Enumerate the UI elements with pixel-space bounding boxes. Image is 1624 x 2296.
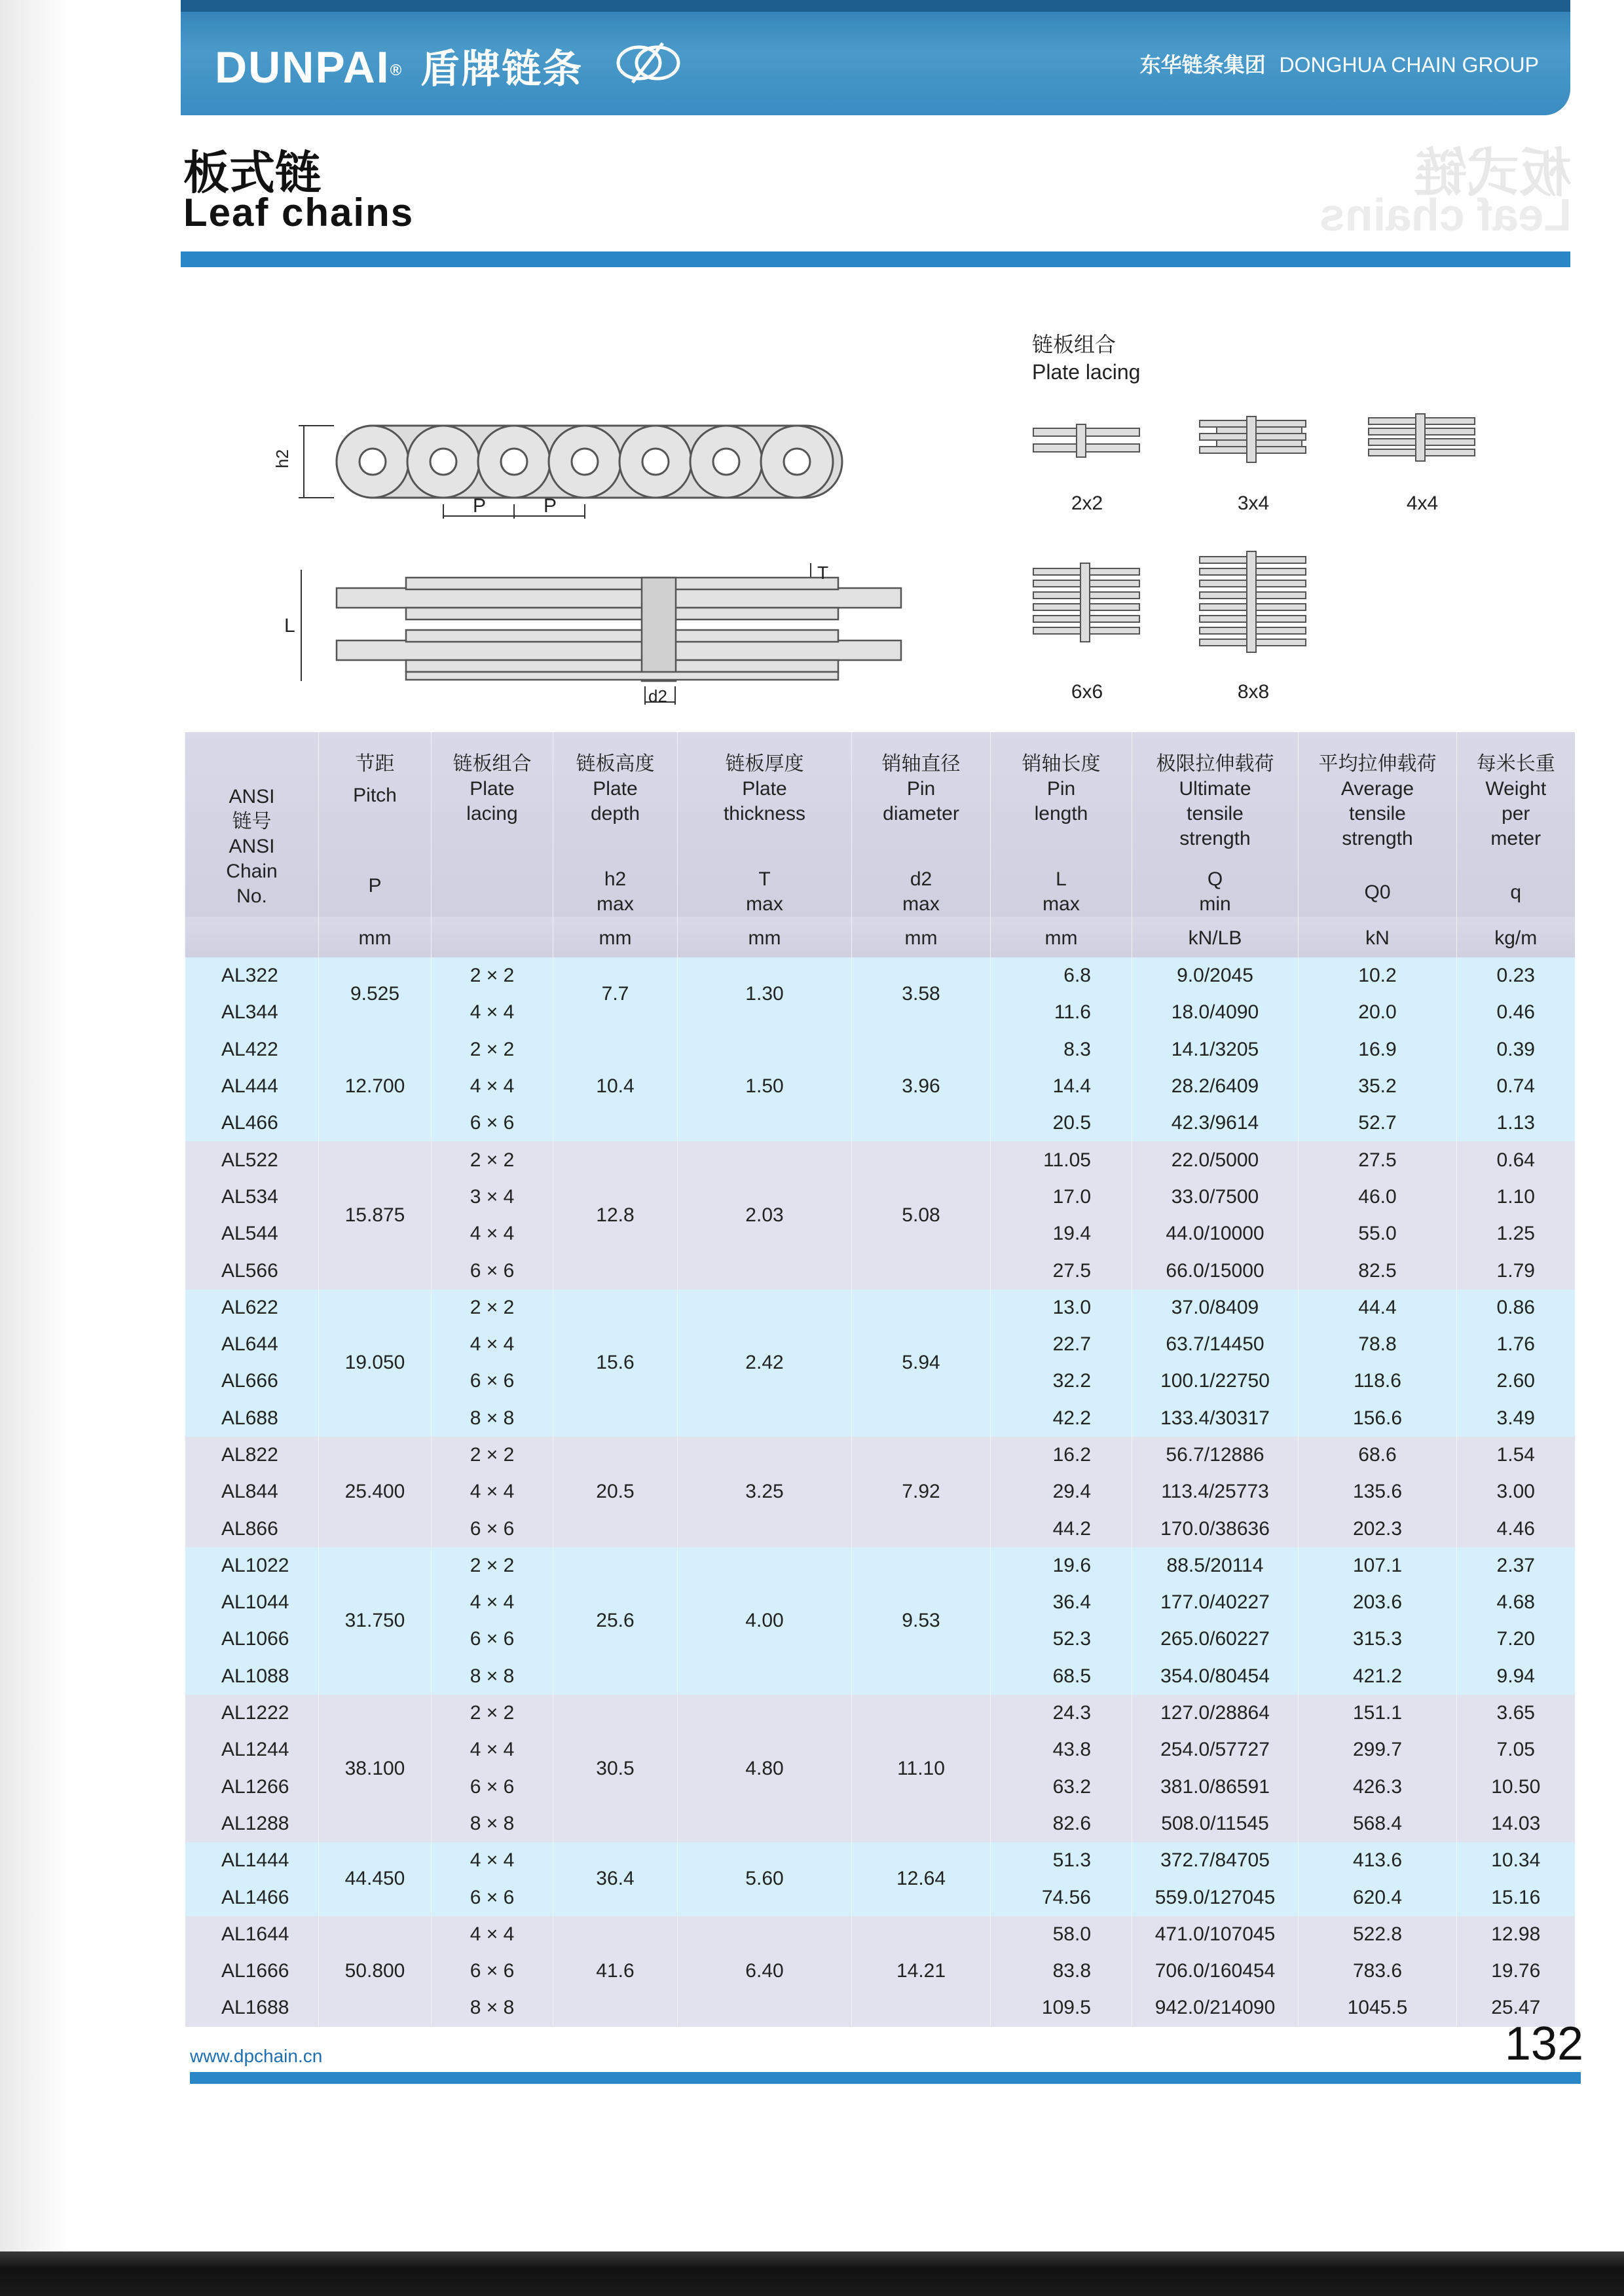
cell-average-strength: 202.3 <box>1299 1510 1457 1547</box>
cell-pin-length: 58.0 <box>991 1916 1132 1953</box>
cell-weight: 1.79 <box>1457 1252 1575 1289</box>
cell-pin-length: 17.0 <box>991 1179 1132 1215</box>
col-header-pin-length: 销轴长度 Pin length L max <box>991 732 1132 917</box>
cell-weight: 0.86 <box>1457 1289 1575 1326</box>
lacing-2x2-icon <box>1031 422 1142 461</box>
cell-pin-length: 16.2 <box>991 1437 1132 1473</box>
table-row <box>185 1289 1575 1326</box>
cell-pin-length: 82.6 <box>991 1805 1132 1842</box>
cell-plate-thickness: 2.03 <box>678 1141 852 1289</box>
cell-weight: 0.46 <box>1457 994 1575 1031</box>
title-rule <box>181 251 1570 267</box>
cell-plate-lacing: 4 × 4 <box>432 994 553 1031</box>
cell-chain-no: AL666 <box>185 1363 319 1399</box>
cell-weight: 4.68 <box>1457 1584 1575 1621</box>
header-row <box>185 732 1575 917</box>
cell-average-strength: 421.2 <box>1299 1658 1457 1695</box>
cell-plate-thickness: 1.30 <box>678 957 852 1031</box>
cell-ultimate-strength: 42.3/9614 <box>1132 1105 1299 1141</box>
table-row <box>185 1916 1575 1953</box>
col-header-ultimate-strength: 极限拉伸载荷 Ultimate tensile strength Q min <box>1132 732 1299 917</box>
cell-plate-lacing: 6 × 6 <box>432 1621 553 1657</box>
cell-plate-lacing: 4 × 4 <box>432 1584 553 1621</box>
leaf-chain-spec-table <box>185 732 1574 2027</box>
leaf-chain-diagram <box>272 406 956 720</box>
cell-plate-lacing: 2 × 2 <box>432 1031 553 1068</box>
table-row <box>185 1031 1575 1068</box>
cell-plate-lacing: 4 × 4 <box>432 1842 553 1879</box>
unit-pin-length: mm <box>991 917 1132 957</box>
cell-average-strength: 413.6 <box>1299 1842 1457 1879</box>
unit-average: kN <box>1299 917 1457 957</box>
cell-pin-diameter: 3.96 <box>852 1031 991 1142</box>
header-top-line <box>181 0 1570 12</box>
cell-pin-length: 8.3 <box>991 1031 1132 1068</box>
cell-ultimate-strength: 254.0/57727 <box>1132 1731 1299 1768</box>
lacing-label-4x4: 4x4 <box>1406 492 1439 514</box>
cell-average-strength: 44.4 <box>1299 1289 1457 1326</box>
header-banner <box>181 0 1570 115</box>
lacing-label-6x6: 6x6 <box>1071 681 1103 703</box>
cell-chain-no: AL1288 <box>185 1805 319 1842</box>
cell-plate-thickness: 1.50 <box>678 1031 852 1142</box>
cell-plate-lacing: 4 × 4 <box>432 1068 553 1105</box>
cell-plate-lacing: 4 × 4 <box>432 1916 553 1953</box>
cell-pin-length: 14.4 <box>991 1068 1132 1105</box>
cell-ultimate-strength: 133.4/30317 <box>1132 1400 1299 1437</box>
cell-plate-lacing: 4 × 4 <box>432 1473 553 1510</box>
cell-weight: 0.74 <box>1457 1068 1575 1105</box>
brand-logo-icon <box>613 39 685 86</box>
page-title-cn: 板式链 <box>183 147 321 198</box>
cell-pin-length: 74.56 <box>991 1879 1132 1916</box>
cell-chain-no: AL1444 <box>185 1842 319 1879</box>
cell-chain-no: AL522 <box>185 1141 319 1178</box>
spec-table-body <box>185 957 1575 2027</box>
cell-average-strength: 620.4 <box>1299 1879 1457 1916</box>
cell-pin-length: 29.4 <box>991 1473 1132 1510</box>
col-header-plate-lacing: 链板组合 Plate lacing <box>432 732 553 917</box>
cell-weight: 1.76 <box>1457 1326 1575 1363</box>
cell-pin-diameter: 14.21 <box>852 1916 991 2027</box>
table-row <box>185 1842 1575 1879</box>
cell-average-strength: 156.6 <box>1299 1400 1457 1437</box>
scan-bottom-edge <box>0 2251 1624 2296</box>
table-row <box>185 1547 1575 1584</box>
cell-ultimate-strength: 113.4/25773 <box>1132 1473 1299 1510</box>
unit-thickness: mm <box>678 917 852 957</box>
cell-average-strength: 1045.5 <box>1299 1990 1457 2026</box>
cell-weight: 1.13 <box>1457 1105 1575 1141</box>
cell-weight: 14.03 <box>1457 1805 1575 1842</box>
cell-weight: 4.46 <box>1457 1510 1575 1547</box>
cell-chain-no: AL1466 <box>185 1879 319 1916</box>
plate-lacing-title <box>1032 331 1140 386</box>
cell-chain-no: AL844 <box>185 1473 319 1510</box>
cell-pin-length: 27.5 <box>991 1252 1132 1289</box>
group-name-en: DONGHUA CHAIN GROUP <box>1279 53 1539 77</box>
cell-chain-no: AL688 <box>185 1400 319 1437</box>
cell-ultimate-strength: 56.7/12886 <box>1132 1437 1299 1473</box>
cell-ultimate-strength: 14.1/3205 <box>1132 1031 1299 1068</box>
cell-plate-lacing: 4 × 4 <box>432 1326 553 1363</box>
group-name <box>1140 48 1539 79</box>
footer-website-link[interactable]: www.dpchain.cn <box>190 2046 323 2066</box>
cell-pin-length: 19.6 <box>991 1547 1132 1584</box>
cell-pin-length: 63.2 <box>991 1769 1132 1805</box>
watermark-title-en: Leaf chains <box>1319 189 1572 240</box>
cell-ultimate-strength: 33.0/7500 <box>1132 1179 1299 1215</box>
cell-plate-lacing: 2 × 2 <box>432 957 553 994</box>
cell-pin-length: 68.5 <box>991 1658 1132 1695</box>
cell-ultimate-strength: 44.0/10000 <box>1132 1215 1299 1252</box>
cell-weight: 3.49 <box>1457 1400 1575 1437</box>
cell-plate-lacing: 8 × 8 <box>432 1805 553 1842</box>
d2-label: d2 <box>648 686 667 706</box>
cell-plate-lacing: 2 × 2 <box>432 1289 553 1326</box>
cell-pin-length: 6.8 <box>991 957 1132 994</box>
cell-pin-length: 19.4 <box>991 1215 1132 1252</box>
cell-pin-diameter: 11.10 <box>852 1695 991 1842</box>
cell-ultimate-strength: 22.0/5000 <box>1132 1141 1299 1178</box>
cell-plate-lacing: 6 × 6 <box>432 1510 553 1547</box>
cell-ultimate-strength: 354.0/80454 <box>1132 1658 1299 1695</box>
cell-plate-depth: 41.6 <box>553 1916 678 2027</box>
cell-chain-no: AL422 <box>185 1031 319 1068</box>
cell-average-strength: 10.2 <box>1299 957 1457 994</box>
cell-pitch: 44.450 <box>319 1842 432 1916</box>
table-row <box>185 1141 1575 1178</box>
col-header-pitch: 节距 Pitch P <box>319 732 432 917</box>
cell-ultimate-strength: 508.0/11545 <box>1132 1805 1299 1842</box>
cell-pin-length: 13.0 <box>991 1289 1132 1326</box>
cell-pitch: 12.700 <box>319 1031 432 1142</box>
cell-plate-lacing: 6 × 6 <box>432 1363 553 1399</box>
cell-chain-no: AL322 <box>185 957 319 994</box>
unit-row <box>185 917 1575 957</box>
cell-ultimate-strength: 559.0/127045 <box>1132 1879 1299 1916</box>
cell-chain-no: AL1066 <box>185 1621 319 1657</box>
cell-pin-length: 42.2 <box>991 1400 1132 1437</box>
group-name-cn: 东华链条集团 <box>1139 53 1266 77</box>
cell-pin-length: 83.8 <box>991 1953 1132 1990</box>
cell-chain-no: AL866 <box>185 1510 319 1547</box>
cell-plate-depth: 10.4 <box>553 1031 678 1142</box>
cell-ultimate-strength: 127.0/28864 <box>1132 1695 1299 1731</box>
cell-pin-diameter: 3.58 <box>852 957 991 1031</box>
cell-chain-no: AL1222 <box>185 1695 319 1731</box>
cell-plate-depth: 36.4 <box>553 1842 678 1916</box>
cell-chain-no: AL466 <box>185 1105 319 1141</box>
cell-ultimate-strength: 942.0/214090 <box>1132 1990 1299 2026</box>
chain-top-view <box>337 578 901 681</box>
lacing-3x4-icon <box>1197 415 1308 468</box>
cell-plate-lacing: 6 × 6 <box>432 1105 553 1141</box>
cell-pin-length: 11.6 <box>991 994 1132 1031</box>
cell-chain-no: AL1244 <box>185 1731 319 1768</box>
cell-average-strength: 151.1 <box>1299 1695 1457 1731</box>
cell-pitch: 31.750 <box>319 1547 432 1695</box>
cell-plate-lacing: 6 × 6 <box>432 1252 553 1289</box>
chain-side-view <box>337 426 842 498</box>
lacing-4x4-icon <box>1366 413 1477 465</box>
cell-pin-diameter: 9.53 <box>852 1547 991 1695</box>
table-row <box>185 1695 1575 1731</box>
cell-pin-length: 36.4 <box>991 1584 1132 1621</box>
cell-plate-depth: 7.7 <box>553 957 678 1031</box>
col-header-pin-diameter: 销轴直径 Pin diameter d2 max <box>852 732 991 917</box>
cell-weight: 15.16 <box>1457 1879 1575 1916</box>
cell-weight: 0.23 <box>1457 957 1575 994</box>
cell-plate-depth: 25.6 <box>553 1547 678 1695</box>
cell-average-strength: 299.7 <box>1299 1731 1457 1768</box>
footer-rule <box>190 2072 1581 2084</box>
cell-average-strength: 315.3 <box>1299 1621 1457 1657</box>
pitch-label-1: P <box>473 495 487 517</box>
spec-table <box>185 732 1575 2027</box>
unit-pin-diameter: mm <box>852 917 991 957</box>
cell-average-strength: 46.0 <box>1299 1179 1457 1215</box>
cell-plate-thickness: 6.40 <box>678 1916 852 2027</box>
cell-average-strength: 426.3 <box>1299 1769 1457 1805</box>
cell-ultimate-strength: 9.0/2045 <box>1132 957 1299 994</box>
cell-ultimate-strength: 100.1/22750 <box>1132 1363 1299 1399</box>
cell-pitch: 15.875 <box>319 1141 432 1289</box>
cell-pitch: 25.400 <box>319 1437 432 1547</box>
cell-chain-no: AL344 <box>185 994 319 1031</box>
cell-plate-lacing: 6 × 6 <box>432 1769 553 1805</box>
cell-average-strength: 522.8 <box>1299 1916 1457 1953</box>
col-header-average-strength: 平均拉伸载荷 Average tensile strength Q0 <box>1299 732 1457 917</box>
col-header-plate-thickness: 链板厚度 Plate thickness T max <box>678 732 852 917</box>
unit-pitch: mm <box>319 917 432 957</box>
l-label: L <box>284 615 295 637</box>
unit-depth: mm <box>553 917 678 957</box>
cell-average-strength: 203.6 <box>1299 1584 1457 1621</box>
cell-pin-length: 11.05 <box>991 1141 1132 1178</box>
page-number: 132 <box>1504 2018 1583 2070</box>
col-header-chain-no: ANSI 链号 ANSI Chain No. <box>185 732 319 917</box>
cell-pin-length: 24.3 <box>991 1695 1132 1731</box>
lacing-8x8-icon <box>1197 550 1308 661</box>
cell-weight: 2.37 <box>1457 1547 1575 1584</box>
cell-chain-no: AL1644 <box>185 1916 319 1953</box>
brand-name: DUNPAI® 盾牌链条 <box>215 43 583 92</box>
cell-plate-lacing: 4 × 4 <box>432 1731 553 1768</box>
cell-chain-no: AL1688 <box>185 1990 319 2026</box>
cell-plate-thickness: 2.42 <box>678 1289 852 1437</box>
cell-weight: 12.98 <box>1457 1916 1575 1953</box>
cell-average-strength: 783.6 <box>1299 1953 1457 1990</box>
cell-plate-lacing: 2 × 2 <box>432 1437 553 1473</box>
cell-ultimate-strength: 88.5/20114 <box>1132 1547 1299 1584</box>
cell-chain-no: AL1266 <box>185 1769 319 1805</box>
cell-ultimate-strength: 66.0/15000 <box>1132 1252 1299 1289</box>
cell-ultimate-strength: 63.7/14450 <box>1132 1326 1299 1363</box>
cell-chain-no: AL544 <box>185 1215 319 1252</box>
cell-pin-length: 22.7 <box>991 1326 1132 1363</box>
table-row <box>185 1437 1575 1473</box>
lacing-label-8x8: 8x8 <box>1237 681 1270 703</box>
cell-average-strength: 55.0 <box>1299 1215 1457 1252</box>
cell-pitch: 9.525 <box>319 957 432 1031</box>
cell-plate-thickness: 3.25 <box>678 1437 852 1547</box>
cell-average-strength: 82.5 <box>1299 1252 1457 1289</box>
cell-ultimate-strength: 265.0/60227 <box>1132 1621 1299 1657</box>
lacing-6x6-icon <box>1031 562 1142 647</box>
cell-chain-no: AL1022 <box>185 1547 319 1584</box>
cell-plate-lacing: 3 × 4 <box>432 1179 553 1215</box>
cell-average-strength: 68.6 <box>1299 1437 1457 1473</box>
cell-ultimate-strength: 381.0/86591 <box>1132 1769 1299 1805</box>
cell-weight: 0.64 <box>1457 1141 1575 1178</box>
cell-pin-length: 32.2 <box>991 1363 1132 1399</box>
cell-average-strength: 568.4 <box>1299 1805 1457 1842</box>
cell-pin-length: 20.5 <box>991 1105 1132 1141</box>
cell-pitch: 38.100 <box>319 1695 432 1842</box>
cell-weight: 1.25 <box>1457 1215 1575 1252</box>
cell-pin-length: 109.5 <box>991 1990 1132 2026</box>
lacing-label-2x2: 2x2 <box>1071 492 1103 514</box>
cell-chain-no: AL622 <box>185 1289 319 1326</box>
cell-pin-diameter: 5.08 <box>852 1141 991 1289</box>
col-header-plate-depth: 链板高度 Plate depth h2 max <box>553 732 678 917</box>
cell-ultimate-strength: 37.0/8409 <box>1132 1289 1299 1326</box>
cell-pitch: 19.050 <box>319 1289 432 1437</box>
cell-chain-no: AL566 <box>185 1252 319 1289</box>
pitch-label-2: P <box>544 495 557 517</box>
cell-weight: 3.00 <box>1457 1473 1575 1510</box>
cell-average-strength: 135.6 <box>1299 1473 1457 1510</box>
cell-average-strength: 20.0 <box>1299 994 1457 1031</box>
cell-chain-no: AL1088 <box>185 1658 319 1695</box>
lacing-label-3x4: 3x4 <box>1237 492 1270 514</box>
plate-lacing-title-en: Plate lacing <box>1032 360 1141 384</box>
cell-pin-diameter: 5.94 <box>852 1289 991 1437</box>
cell-weight: 2.60 <box>1457 1363 1575 1399</box>
cell-plate-depth: 12.8 <box>553 1141 678 1289</box>
cell-ultimate-strength: 471.0/107045 <box>1132 1916 1299 1953</box>
cell-average-strength: 16.9 <box>1299 1031 1457 1068</box>
cell-weight: 3.65 <box>1457 1695 1575 1731</box>
unit-weight: kg/m <box>1457 917 1575 957</box>
cell-plate-lacing: 2 × 2 <box>432 1695 553 1731</box>
cell-pitch: 50.800 <box>319 1916 432 2027</box>
table-row <box>185 957 1575 994</box>
cell-ultimate-strength: 372.7/84705 <box>1132 1842 1299 1879</box>
cell-weight: 1.10 <box>1457 1179 1575 1215</box>
cell-ultimate-strength: 18.0/4090 <box>1132 994 1299 1031</box>
page-title-en: Leaf chains <box>183 191 415 234</box>
cell-plate-lacing: 2 × 2 <box>432 1547 553 1584</box>
cell-ultimate-strength: 28.2/6409 <box>1132 1068 1299 1105</box>
cell-ultimate-strength: 706.0/160454 <box>1132 1953 1299 1990</box>
cell-pin-diameter: 12.64 <box>852 1842 991 1916</box>
cell-plate-depth: 20.5 <box>553 1437 678 1547</box>
cell-ultimate-strength: 170.0/38636 <box>1132 1510 1299 1547</box>
cell-average-strength: 78.8 <box>1299 1326 1457 1363</box>
brand-text: DUNPAI <box>215 43 390 92</box>
cell-plate-lacing: 8 × 8 <box>432 1658 553 1695</box>
cell-chain-no: AL534 <box>185 1179 319 1215</box>
cell-plate-lacing: 6 × 6 <box>432 1879 553 1916</box>
watermark-title-cn: 板式链 <box>1414 144 1572 202</box>
cell-plate-lacing: 8 × 8 <box>432 1990 553 2026</box>
t-label: T <box>817 563 829 583</box>
cell-pin-diameter: 7.92 <box>852 1437 991 1547</box>
cell-weight: 9.94 <box>1457 1658 1575 1695</box>
cell-chain-no: AL644 <box>185 1326 319 1363</box>
h2-label: h2 <box>272 449 292 468</box>
cell-chain-no: AL1666 <box>185 1953 319 1990</box>
cell-plate-thickness: 4.80 <box>678 1695 852 1842</box>
cell-chain-no: AL822 <box>185 1437 319 1473</box>
cell-weight: 19.76 <box>1457 1953 1575 1990</box>
cell-average-strength: 35.2 <box>1299 1068 1457 1105</box>
cell-pin-length: 43.8 <box>991 1731 1132 1768</box>
cell-pin-length: 52.3 <box>991 1621 1132 1657</box>
cell-average-strength: 118.6 <box>1299 1363 1457 1399</box>
cell-weight: 7.20 <box>1457 1621 1575 1657</box>
cell-weight: 0.39 <box>1457 1031 1575 1068</box>
page-left-margin <box>0 0 69 2296</box>
cell-plate-thickness: 5.60 <box>678 1842 852 1916</box>
cell-pin-length: 44.2 <box>991 1510 1132 1547</box>
cell-plate-thickness: 4.00 <box>678 1547 852 1695</box>
cell-weight: 7.05 <box>1457 1731 1575 1768</box>
cell-weight: 1.54 <box>1457 1437 1575 1473</box>
cell-weight: 10.50 <box>1457 1769 1575 1805</box>
cell-weight: 10.34 <box>1457 1842 1575 1879</box>
cell-plate-lacing: 6 × 6 <box>432 1953 553 1990</box>
cell-weight: 25.47 <box>1457 1990 1575 2026</box>
cell-plate-lacing: 8 × 8 <box>432 1400 553 1437</box>
cell-plate-lacing: 2 × 2 <box>432 1141 553 1178</box>
brand-text-cn: 盾牌链条 <box>420 47 583 91</box>
plate-lacing-title-cn: 链板组合 <box>1032 333 1116 356</box>
cell-average-strength: 52.7 <box>1299 1105 1457 1141</box>
cell-average-strength: 27.5 <box>1299 1141 1457 1178</box>
cell-ultimate-strength: 177.0/40227 <box>1132 1584 1299 1621</box>
cell-average-strength: 107.1 <box>1299 1547 1457 1584</box>
cell-chain-no: AL1044 <box>185 1584 319 1621</box>
unit-ultimate: kN/LB <box>1132 917 1299 957</box>
cell-plate-depth: 15.6 <box>553 1289 678 1437</box>
cell-pin-length: 51.3 <box>991 1842 1132 1879</box>
col-header-weight: 每米长重 Weight per meter q <box>1457 732 1575 917</box>
cell-plate-lacing: 4 × 4 <box>432 1215 553 1252</box>
cell-plate-depth: 30.5 <box>553 1695 678 1842</box>
cell-chain-no: AL444 <box>185 1068 319 1105</box>
